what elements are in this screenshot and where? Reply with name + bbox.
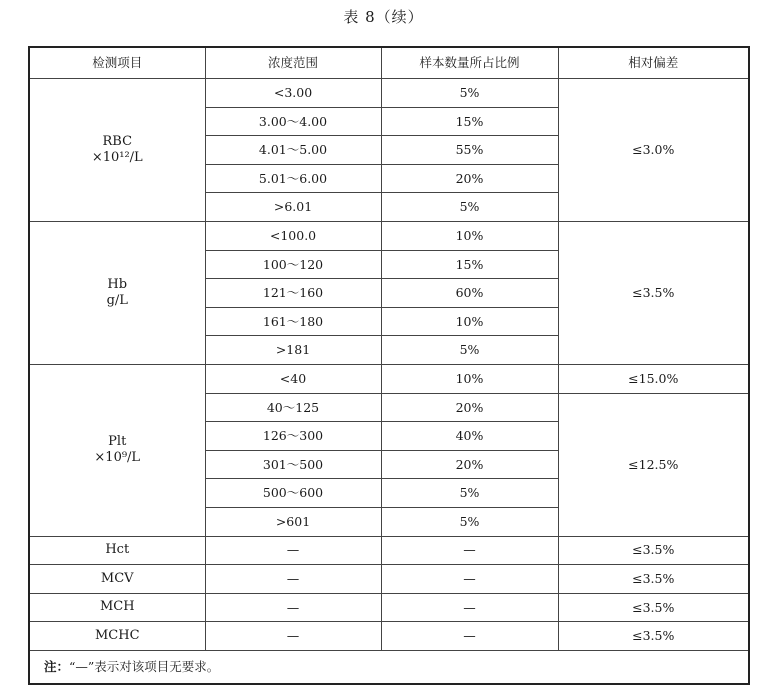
note-label: 注： [44, 659, 70, 675]
range-cell: 40～125 [205, 393, 381, 422]
table-row [29, 565, 749, 594]
range-cell: 161～180 [205, 307, 381, 336]
item-name: Plt [108, 433, 127, 449]
proportion-cell: 60% [381, 279, 558, 308]
proportion-cell: 20% [381, 164, 558, 193]
table-row [29, 536, 749, 565]
header-cell-proportion: 样本数量所占比例 [381, 47, 558, 79]
table-row [29, 221, 749, 250]
range-cell: — [205, 593, 381, 622]
range-cell: — [205, 565, 381, 594]
header-cell-deviation: 相对偏差 [558, 47, 749, 79]
deviation-cell: ≤3.5% [558, 536, 749, 565]
item-cell-hb [29, 221, 205, 364]
proportion-cell: 5% [381, 479, 558, 508]
deviation-cell: ≤15.0% [558, 364, 749, 393]
range-cell: 100～120 [205, 250, 381, 279]
proportion-cell: 15% [381, 250, 558, 279]
range-cell: 3.00～4.00 [205, 107, 381, 136]
header-cell-range: 浓度范围 [205, 47, 381, 79]
deviation-cell: ≤3.5% [558, 622, 749, 651]
proportion-cell: 5% [381, 336, 558, 365]
table-note [29, 650, 749, 684]
proportion-cell: 55% [381, 136, 558, 165]
range-cell: 4.01～5.00 [205, 136, 381, 165]
proportion-cell: 10% [381, 364, 558, 393]
deviation-cell: ≤3.5% [558, 593, 749, 622]
deviation-cell: ≤3.5% [558, 221, 749, 364]
range-cell: <100.0 [205, 221, 381, 250]
deviation-cell: ≤3.5% [558, 565, 749, 594]
table-row [29, 364, 749, 393]
note-row [29, 650, 749, 684]
item-name: RBC [102, 133, 133, 149]
item-cell-mchc: MCHC [29, 622, 205, 651]
proportion-cell: 5% [381, 507, 558, 536]
range-cell: <3.00 [205, 79, 381, 108]
deviation-cell: ≤12.5% [558, 393, 749, 536]
header-row [29, 47, 749, 79]
range-cell: 126～300 [205, 422, 381, 451]
range-cell: — [205, 622, 381, 651]
proportion-cell: 10% [381, 221, 558, 250]
table-caption: 表 8（续） [343, 8, 424, 26]
proportion-cell: — [381, 565, 558, 594]
header-cell-item: 检测项目 [29, 47, 205, 79]
item-cell-hct: Hct [29, 536, 205, 565]
item-unit: ×10⁹/L [94, 450, 141, 466]
proportion-cell: — [381, 622, 558, 651]
item-unit: g/L [106, 292, 128, 308]
item-name: Hb [107, 276, 128, 292]
item-cell-mch: MCH [29, 593, 205, 622]
item-cell-rbc [29, 79, 205, 222]
item-cell-mcv: MCV [29, 565, 205, 594]
proportion-cell: 10% [381, 307, 558, 336]
range-cell: 301～500 [205, 450, 381, 479]
proportion-cell: 20% [381, 393, 558, 422]
table-row [29, 79, 749, 108]
range-cell: 121～160 [205, 279, 381, 308]
deviation-cell: ≤3.0% [558, 79, 749, 222]
item-unit: ×10¹²/L [91, 149, 143, 165]
proportion-cell: — [381, 593, 558, 622]
proportion-cell: 20% [381, 450, 558, 479]
table-row [29, 622, 749, 651]
range-cell: — [205, 536, 381, 565]
proportion-cell: 5% [381, 193, 558, 222]
range-cell: >601 [205, 507, 381, 536]
item-cell-plt [29, 364, 205, 536]
data-table [28, 46, 750, 685]
proportion-cell: 15% [381, 107, 558, 136]
note-text: “—”表示对该项目无要求。 [69, 659, 220, 675]
proportion-cell: 5% [381, 79, 558, 108]
table-row [29, 593, 749, 622]
range-cell: 5.01～6.00 [205, 164, 381, 193]
range-cell: 500～600 [205, 479, 381, 508]
range-cell: <40 [205, 364, 381, 393]
proportion-cell: 40% [381, 422, 558, 451]
proportion-cell: — [381, 536, 558, 565]
range-cell: >6.01 [205, 193, 381, 222]
range-cell: >181 [205, 336, 381, 365]
